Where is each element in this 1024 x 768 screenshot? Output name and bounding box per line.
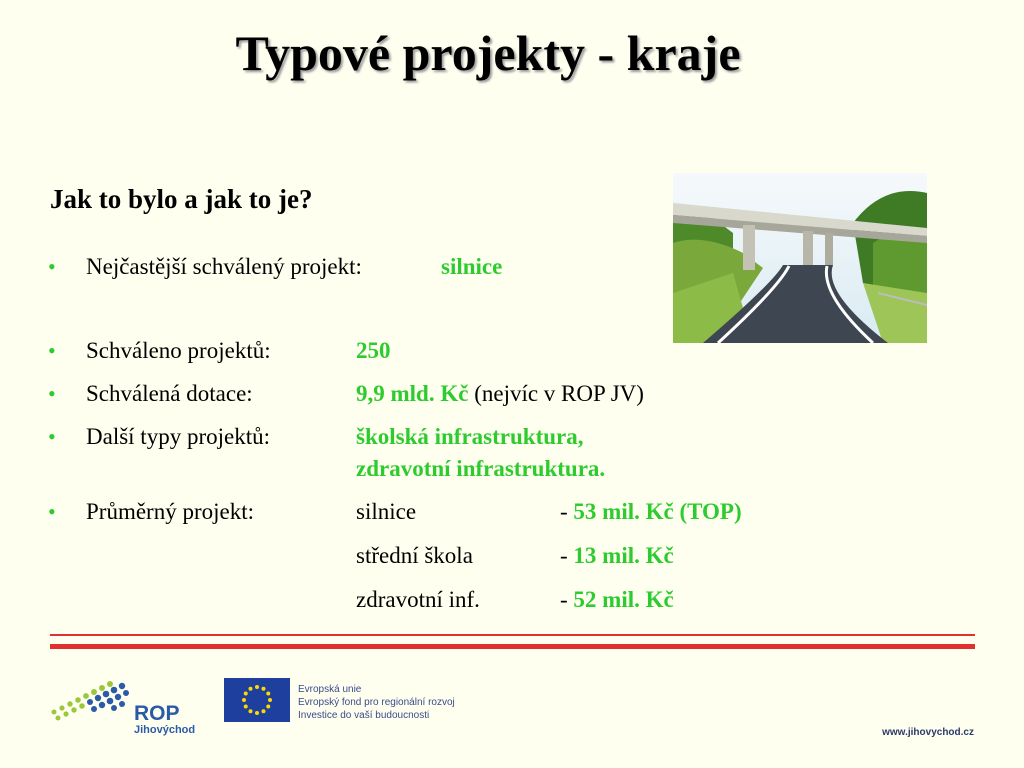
approved-count-value: 250	[356, 338, 391, 363]
eu-star-icon	[262, 709, 266, 713]
average-row-name: střední škola	[356, 543, 473, 568]
bullet-icon: •	[48, 424, 56, 449]
other-types-line2: zdravotní infrastruktura.	[356, 456, 606, 481]
website-link[interactable]: www.jihovychod.cz	[882, 727, 974, 738]
eu-star-icon	[266, 692, 270, 696]
slide-title: Typové projekty - kraje	[235, 25, 741, 81]
divider-thin	[50, 634, 975, 636]
eu-text-line1: Evropská unie	[298, 684, 362, 695]
bullet-icon: •	[48, 338, 56, 363]
approved-subsidy-line	[356, 381, 644, 407]
rop-logo-sub: Jihovýchod	[134, 724, 196, 736]
eu-star-icon	[242, 698, 246, 702]
average-row-name: zdravotní inf.	[356, 587, 480, 612]
eu-star-icon	[266, 705, 270, 709]
dash: -	[560, 587, 568, 612]
eu-star-icon	[244, 705, 248, 709]
eu-text-line2: Evropský fond pro regionální rozvoj	[298, 697, 455, 708]
approved-count-label: Schváleno projektů:	[86, 338, 271, 363]
eu-star-icon	[262, 687, 266, 691]
average-row-value	[560, 543, 674, 569]
approved-subsidy-note: (nejvíc v ROP JV)	[474, 381, 644, 406]
divider-thick	[50, 644, 975, 649]
eu-star-icon	[255, 711, 259, 715]
approved-subsidy-label: Schválená dotace:	[86, 381, 253, 406]
bullet-icon: •	[48, 254, 56, 279]
eu-star-icon	[244, 692, 248, 696]
most-approved-label: Nejčastější schválený projekt:	[86, 254, 362, 279]
eu-flag-icon	[224, 678, 290, 722]
bullet-icon: •	[48, 381, 56, 406]
average-row-amount: 53 mil. Kč (TOP)	[573, 499, 742, 524]
other-types-label: Další typy projektů:	[86, 424, 270, 449]
rop-dots-logo	[48, 676, 130, 722]
eu-star-icon	[268, 698, 272, 702]
rop-logo	[48, 676, 208, 742]
eu-text-line3: Investice do vaší budoucnosti	[298, 710, 430, 721]
average-row-value	[560, 499, 742, 525]
slide-subtitle: Jak to bylo a jak to je?	[50, 184, 313, 214]
dash: -	[560, 499, 568, 524]
eu-star-icon	[255, 685, 259, 689]
average-row-name: silnice	[356, 499, 417, 524]
eu-star-icon	[249, 709, 253, 713]
average-row-amount: 13 mil. Kč	[573, 543, 674, 568]
most-approved-value: silnice	[441, 254, 503, 279]
road-bridge-photo	[673, 173, 927, 343]
dash: -	[560, 543, 568, 568]
eu-star-icon	[249, 687, 253, 691]
approved-subsidy-value: 9,9 mld. Kč	[356, 381, 469, 406]
rop-logo-name: ROP	[134, 702, 180, 725]
average-row-value	[560, 587, 674, 613]
other-types-line1: školská infrastruktura,	[356, 424, 584, 449]
average-label: Průměrný projekt:	[86, 499, 254, 524]
average-row-amount: 52 mil. Kč	[573, 587, 674, 612]
bullet-icon: •	[48, 499, 56, 524]
